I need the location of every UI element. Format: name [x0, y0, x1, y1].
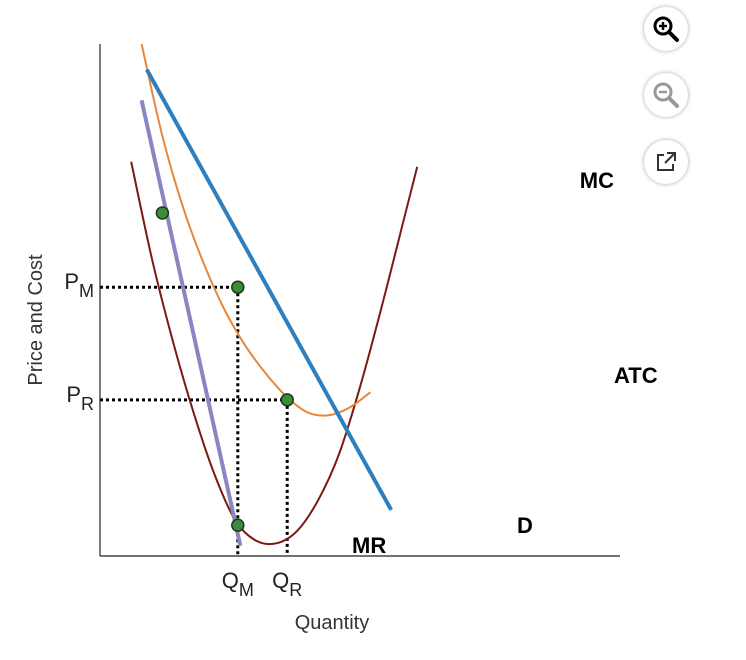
series-mr-line	[142, 100, 241, 545]
zoom-in-button[interactable]	[644, 7, 688, 51]
series-atc-line	[142, 44, 371, 416]
x-axis-label: Quantity	[294, 612, 370, 634]
series-label-d: D	[517, 513, 533, 538]
y-axis-label: Price and Cost	[25, 254, 47, 386]
curves	[131, 44, 417, 546]
data-point-3	[232, 519, 244, 531]
series-label-mr: MR	[352, 533, 387, 558]
chart-axes	[100, 44, 620, 556]
zoom-out-icon	[651, 80, 681, 110]
zoom-out-button[interactable]	[644, 73, 688, 117]
quantity-tick-label-0: $Q_M$	[221, 568, 254, 600]
series-label-atc: ATC	[614, 363, 658, 388]
popout-button[interactable]	[644, 140, 688, 184]
price-tick-label-0: $P_M$	[64, 269, 94, 302]
data-point-1	[232, 281, 244, 293]
series-label-mc: MC	[579, 168, 614, 193]
data-point-2	[281, 394, 293, 406]
zoom-in-icon	[651, 14, 681, 44]
series-mc-line	[131, 162, 417, 544]
quantity-tick-label-1: $Q_R$	[272, 568, 303, 600]
external-link-icon	[653, 149, 679, 175]
price-tick-label-1: $P_R$	[66, 381, 94, 414]
data-point-0	[156, 207, 168, 219]
